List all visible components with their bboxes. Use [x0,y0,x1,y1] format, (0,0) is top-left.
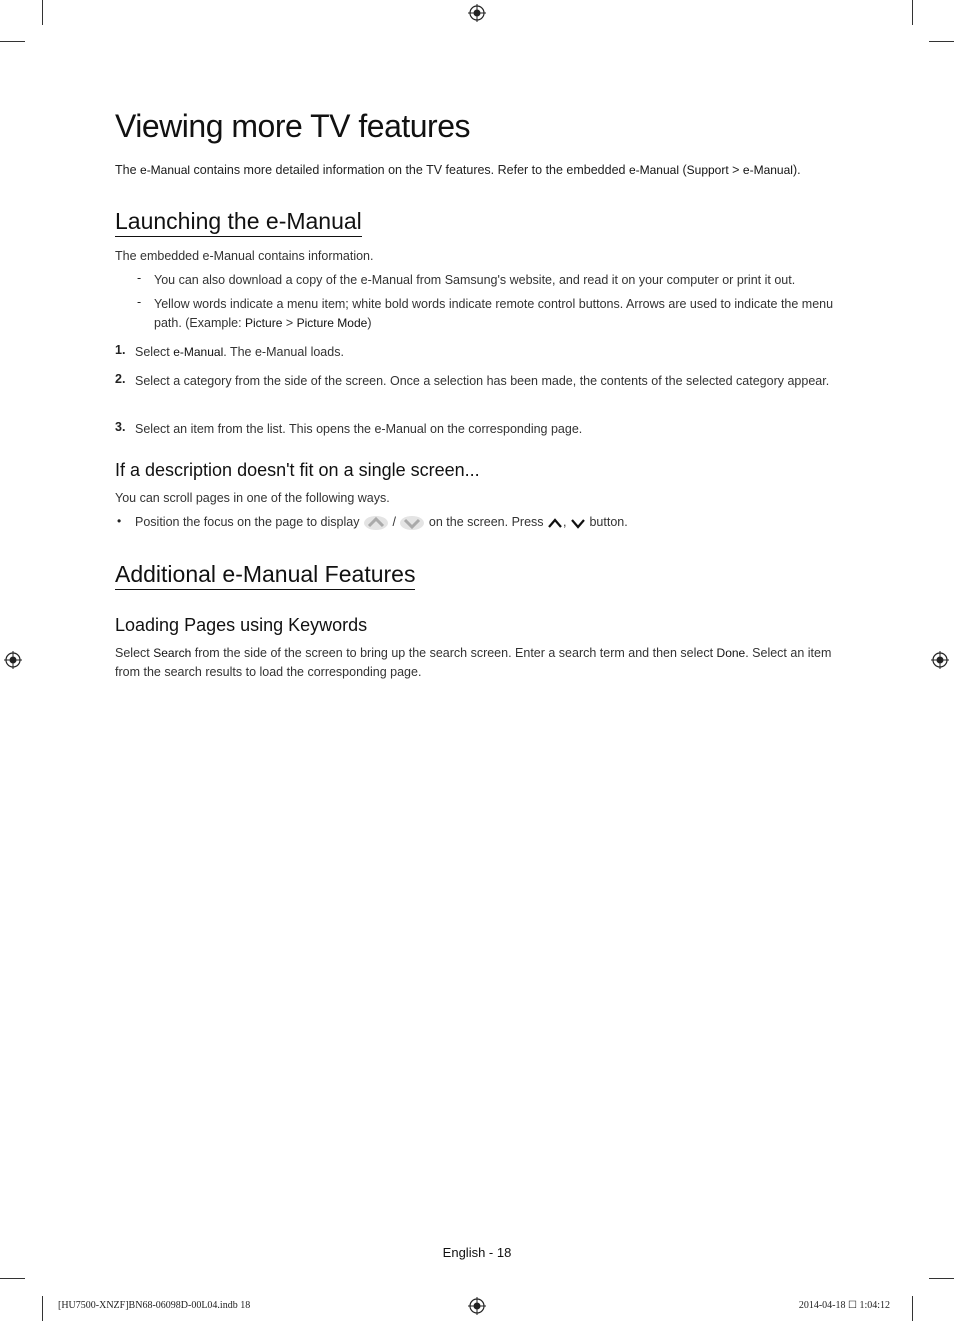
step-text: Select e-Manual. The e-Manual loads. [135,345,344,359]
chevron-up-icon [547,517,563,529]
scroll-down-icon [399,515,425,531]
intro-paragraph: The e-Manual contains more detailed information on the TV features. Refer to the embedded e-Manual (Support > e-Manual). [115,163,801,177]
paragraph: The embedded e-Manual contains information. [115,249,374,263]
registration-mark-icon [931,651,949,669]
keyword: Support [686,163,729,177]
keyword: e-Manual [742,163,793,177]
keyword: e-Manual [140,163,191,177]
keyword: Search [153,646,192,660]
note-dash: - [137,271,142,285]
step-text: Select an item from the list. This opens the e-Manual on the corresponding page. [135,422,583,436]
crop-mark [929,1278,954,1279]
crop-mark [0,41,25,42]
chevron-down-icon [570,517,586,529]
step-number: 2. [115,372,126,386]
bullet-text: Position the focus on the page to display / on the screen. Press , button. [135,515,628,529]
crop-mark [929,41,954,42]
subsection-heading-keywords: Loading Pages using Keywords [115,615,368,635]
subsection-heading-scroll: If a description doesn't fit on a single screen... [115,460,480,480]
crop-mark [912,0,913,25]
keyword: e-Manual [628,163,679,177]
keyword: Done [716,646,746,660]
crop-mark [42,0,43,25]
date-slug: 2014-04-18 ☐ 1:04:12 [798,1300,890,1311]
step-text: Select a category from the side of the screen. Once a selection has been made, the contents of the selected category appear. [135,374,830,388]
section-heading-launching: Launching the e-Manual [115,207,362,237]
paragraph: You can scroll pages in one of the following ways. [115,491,390,505]
paragraph: Select Search from the side of the screen to bring up the search screen. Enter a search term and then select Done. Select an item from the search results to load the corresponding page. [115,646,832,679]
page-title: Viewing more TV features [115,108,470,144]
step-number: 3. [115,420,126,434]
crop-mark [0,1278,25,1279]
step-number: 1. [115,343,126,357]
note-dash: - [137,295,142,309]
crop-mark [42,1296,43,1321]
registration-mark-icon [468,1297,486,1315]
note-text: You can also download a copy of the e-Manual from Samsung's website, and read it on your computer or print it out. [154,273,796,287]
keyword: e-Manual [173,345,224,359]
file-slug: [HU7500-XNZF]BN68-06098D-00L04.indb 18 [58,1300,251,1311]
registration-mark-icon [468,4,486,22]
page-number: English - 18 [442,1245,512,1260]
keyword: Picture [245,316,283,330]
note-text: Yellow words indicate a menu item; white bold words indicate remote control buttons. Arrows are used to indicate the menu path. (Example: Picture > Picture Mode) [154,297,834,330]
keyword: Picture Mode [296,316,368,330]
scroll-up-icon [363,515,389,531]
crop-mark [912,1296,913,1321]
section-heading-additional: Additional e-Manual Features [115,560,415,590]
registration-mark-icon [4,651,22,669]
bullet: • [117,514,122,528]
